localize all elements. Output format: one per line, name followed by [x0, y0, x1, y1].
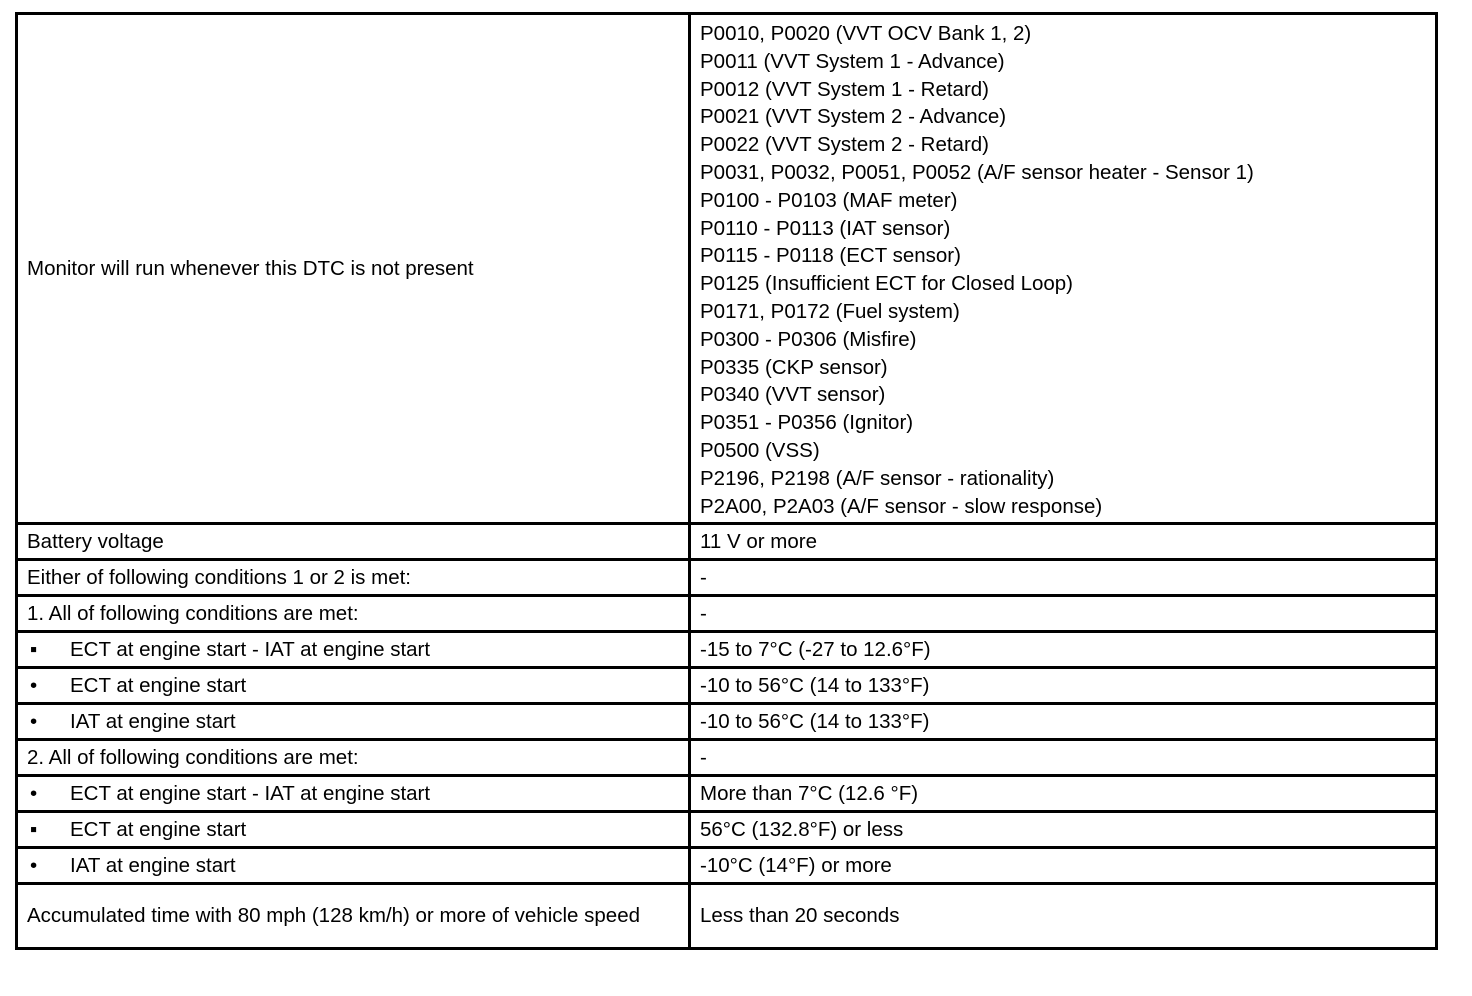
condition-label [17, 704, 690, 740]
condition-value: -10 to 56°C (14 to 133°F) [690, 704, 1437, 740]
condition-text: ECT at engine start [70, 817, 247, 841]
bullet-icon: ▪ [30, 817, 38, 841]
condition-label: 2. All of following conditions are met: [17, 740, 690, 776]
dtc-item: P2A00, P2A03 (A/F sensor - slow response) [700, 494, 1103, 518]
dtc-item: P2196, P2198 (A/F sensor - rationality) [700, 466, 1055, 490]
table-row [17, 14, 1437, 524]
condition-value: -10 to 56°C (14 to 133°F) [690, 668, 1437, 704]
bullet-icon: • [30, 853, 38, 877]
condition-label: Monitor will run whenever this DTC is not present [17, 14, 690, 524]
bullet-icon: ▪ [30, 637, 38, 661]
condition-value: -10°C (14°F) or more [690, 848, 1437, 884]
bullet-icon: • [30, 709, 38, 733]
table-row [17, 776, 1437, 812]
table-row [17, 524, 1437, 560]
table-row [17, 704, 1437, 740]
condition-label [17, 632, 690, 668]
dtc-item: P0011 (VVT System 1 - Advance) [700, 49, 1005, 73]
table-row [17, 884, 1437, 949]
condition-label [17, 776, 690, 812]
dtc-item: P0300 - P0306 (Misfire) [700, 327, 917, 351]
table-row [17, 740, 1437, 776]
condition-text: ECT at engine start [70, 673, 247, 697]
condition-value: 11 V or more [690, 524, 1437, 560]
dtc-item: P0010, P0020 (VVT OCV Bank 1, 2) [700, 22, 1032, 45]
dtc-item: P0110 - P0113 (IAT sensor) [700, 216, 951, 240]
dtc-item: P0125 (Insufficient ECT for Closed Loop) [700, 272, 1074, 296]
condition-label: 1. All of following conditions are met: [17, 596, 690, 632]
table-row [17, 632, 1437, 668]
condition-value: 56°C (132.8°F) or less [690, 812, 1437, 848]
condition-label [17, 848, 690, 884]
table-row [17, 848, 1437, 884]
condition-label: Either of following conditions 1 or 2 is met: [17, 560, 690, 596]
table-row [17, 560, 1437, 596]
condition-label: Accumulated time with 80 mph (128 km/h) or more of vehicle speed [17, 884, 690, 949]
dtc-item: P0171, P0172 (Fuel system) [700, 299, 960, 323]
dtc-item: P0500 (VSS) [700, 438, 820, 462]
dtc-item: P0115 - P0118 (ECT sensor) [700, 244, 961, 268]
condition-text: IAT at engine start [70, 709, 236, 733]
dtc-item: P0340 (VVT sensor) [700, 383, 886, 407]
condition-text: ECT at engine start - IAT at engine start [70, 637, 431, 661]
condition-value: - [690, 560, 1437, 596]
condition-value: More than 7°C (12.6 °F) [690, 776, 1437, 812]
condition-value: - [690, 740, 1437, 776]
condition-value: -15 to 7°C (-27 to 12.6°F) [690, 632, 1437, 668]
bullet-icon: • [30, 781, 38, 805]
conditions-table [15, 12, 1438, 950]
condition-label: Battery voltage [17, 524, 690, 560]
condition-text: ECT at engine start - IAT at engine start [70, 781, 431, 805]
table-row [17, 812, 1437, 848]
condition-text: IAT at engine start [70, 853, 236, 877]
dtc-item: P0351 - P0356 (Ignitor) [700, 411, 914, 435]
dtc-list [690, 14, 1437, 524]
table-row [17, 596, 1437, 632]
dtc-item: P0031, P0032, P0051, P0052 (A/F sensor heater - Sensor 1) [700, 160, 1254, 184]
bullet-icon: • [30, 673, 38, 697]
dtc-item: P0100 - P0103 (MAF meter) [700, 188, 958, 212]
condition-value: - [690, 596, 1437, 632]
dtc-item: P0335 (CKP sensor) [700, 355, 888, 379]
condition-label [17, 668, 690, 704]
condition-label [17, 812, 690, 848]
dtc-item: P0022 (VVT System 2 - Retard) [700, 133, 990, 157]
table-row [17, 668, 1437, 704]
dtc-item: P0021 (VVT System 2 - Advance) [700, 105, 1007, 129]
dtc-item: P0012 (VVT System 1 - Retard) [700, 77, 990, 101]
condition-value: Less than 20 seconds [690, 884, 1437, 949]
